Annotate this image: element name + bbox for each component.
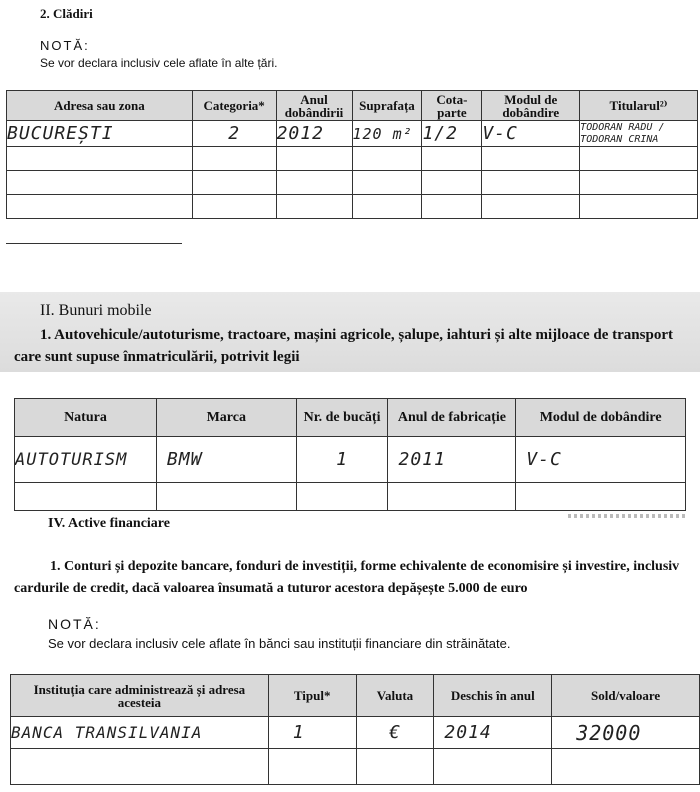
- cell: [388, 483, 516, 511]
- cell: 2014: [434, 717, 552, 749]
- cell: [192, 171, 276, 195]
- cell: 1: [268, 717, 356, 749]
- cell: TODORAN RADU / TODORAN CRINA: [580, 121, 698, 147]
- cell: [580, 147, 698, 171]
- buildings-note-text: Se vor declara inclusiv cele aflate în alte țări.: [40, 56, 278, 70]
- cell: [552, 749, 700, 785]
- cell: [516, 483, 686, 511]
- cell: BUCUREȘTI: [7, 121, 193, 147]
- buildings-col-category: Categoria*: [192, 91, 276, 121]
- cell: 2012: [276, 121, 352, 147]
- cell: V-C: [482, 121, 580, 147]
- cell: [7, 147, 193, 171]
- movables-section-title: II. Bunuri mobile: [40, 302, 152, 319]
- cell: [580, 171, 698, 195]
- cell: 2011: [388, 437, 516, 483]
- financial-col-type: Tipul*: [268, 675, 356, 717]
- cell: [7, 195, 193, 219]
- table-row: [7, 121, 698, 147]
- buildings-heading: 2. Clădiri: [40, 6, 93, 21]
- buildings-table: [6, 90, 698, 219]
- cell: 2: [192, 121, 276, 147]
- cell: [156, 483, 296, 511]
- buildings-note-label: NOTĂ:: [40, 38, 90, 53]
- cell: [7, 171, 193, 195]
- cell: [268, 749, 356, 785]
- cell: [192, 195, 276, 219]
- cell: [192, 147, 276, 171]
- cell: €: [356, 717, 434, 749]
- movables-col-year: Anul de fabricație: [388, 399, 516, 437]
- cell: [352, 147, 422, 171]
- cell: [352, 171, 422, 195]
- buildings-col-acquisition: Modul de dobândire: [482, 91, 580, 121]
- cell: [422, 147, 482, 171]
- cell: [482, 195, 580, 219]
- table-row: [11, 749, 700, 785]
- cell: [580, 195, 698, 219]
- movables-col-count: Nr. de bucăți: [296, 399, 388, 437]
- financial-col-balance: Sold/valoare: [552, 675, 700, 717]
- table-row: [7, 171, 698, 195]
- cell: BANCA TRANSILVANIA: [11, 717, 269, 749]
- cell: [422, 195, 482, 219]
- cell: 1/2: [422, 121, 482, 147]
- cell: [11, 749, 269, 785]
- financial-section-title: IV. Active financiare: [48, 516, 170, 531]
- cell: BMW: [156, 437, 296, 483]
- financial-col-opened: Deschis în anul: [434, 675, 552, 717]
- table-row: [15, 483, 686, 511]
- buildings-col-area: Suprafața: [352, 91, 422, 121]
- cell: 32000: [552, 717, 700, 749]
- cell: [276, 195, 352, 219]
- movables-col-nature: Natura: [15, 399, 157, 437]
- cell: [352, 195, 422, 219]
- scan-artifact: [568, 514, 688, 518]
- buildings-col-holder: Titularul²⁾: [580, 91, 698, 121]
- buildings-col-year: Anul dobândirii: [276, 91, 352, 121]
- financial-item-title: 1. Conturi și depozite bancare, fonduri de investiții, forme echivalente de economisire și investire, inclusiv cardurile de credit, dacă valoarea însumată a tuturor acestora depășește 5.000 de euro: [14, 559, 680, 596]
- buildings-col-address: Adresa sau zona: [7, 91, 193, 121]
- movables-table: [14, 398, 686, 511]
- cell: [356, 749, 434, 785]
- table-row: [11, 717, 700, 749]
- movables-col-acquisition: Modul de dobândire: [516, 399, 686, 437]
- cell: [422, 171, 482, 195]
- financial-note-text: Se vor declara inclusiv cele aflate în bănci sau instituții financiare din străinătate.: [48, 636, 511, 651]
- financial-col-institution: Instituția care administrează și adresa acesteia: [11, 675, 269, 717]
- cell: V-C: [516, 437, 686, 483]
- cell: [482, 147, 580, 171]
- movables-item-title: 1. Autovehicule/autoturisme, tractoare, mașini agricole, șalupe, iahturi și alte mijloace de transport care sunt supuse înmatriculării, potrivit legii: [14, 327, 673, 365]
- cell: 120 m²: [352, 121, 422, 147]
- cell: [434, 749, 552, 785]
- cell: [276, 171, 352, 195]
- buildings-col-share: Cota-parte: [422, 91, 482, 121]
- financial-note-label: NOTĂ:: [48, 616, 101, 632]
- table-row: [7, 195, 698, 219]
- table-row: [15, 437, 686, 483]
- financial-col-currency: Valuta: [356, 675, 434, 717]
- cell: [276, 147, 352, 171]
- cell: [482, 171, 580, 195]
- table-row: [7, 147, 698, 171]
- cell: AUTOTURISM: [15, 437, 157, 483]
- cell: 1: [296, 437, 388, 483]
- cell: [296, 483, 388, 511]
- footnote-divider: [6, 243, 182, 244]
- financial-table: [10, 674, 700, 785]
- cell: [15, 483, 157, 511]
- movables-col-brand: Marca: [156, 399, 296, 437]
